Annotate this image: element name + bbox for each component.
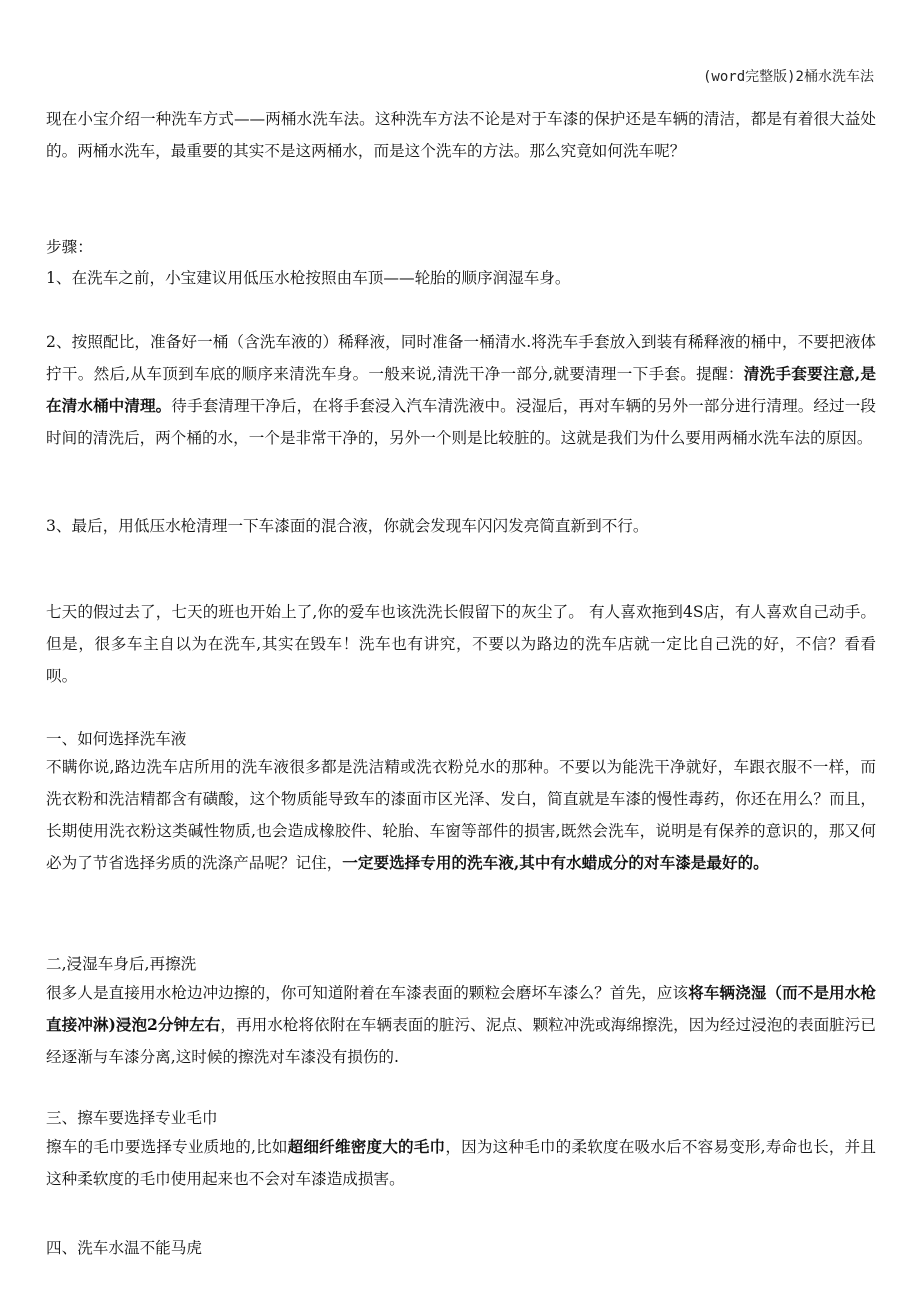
section-2-body — [46, 977, 876, 1073]
step-1: 1、在洗车之前，小宝建议用低压水枪按照由车顶——轮胎的顺序润湿车身。 — [46, 269, 571, 287]
section-2-text-a: 很多人是直接用水枪边冲边擦的，你可知道附着在车漆表面的颗粒会磨坏车漆么？首先，应该 — [46, 984, 689, 1002]
intro-paragraph: 现在小宝介绍一种洗车方式——两桶水洗车法。这种洗车方法不论是对于车漆的保护还是车辆的清洁，都是有着很大益处的。两桶水洗车，最重要的其实不是这两桶水，而是这个洗车的方法。那么究竟如何洗车呢？ — [46, 110, 876, 160]
section-3-bold: 超细纤维密度大的毛巾 — [287, 1137, 446, 1156]
step-2-text-b: 待手套清理干净后，在将手套浸入汽车清洗液中。浸湿后，再对车辆的另外一部分进行清理。经过一段时间的清洗后，两个桶的水，一个是非常干净的，另外一个则是比较脏的。这就是我们为什么要用两桶水洗车法的原因。 — [46, 397, 876, 447]
step-2-bold: 清洗手套要注意,是在清水桶中清理。 — [46, 364, 877, 415]
section-1-body — [46, 751, 876, 879]
steps-heading: 步骤： — [46, 238, 93, 256]
section-1-text: 不瞒你说,路边洗车店所用的洗车液很多都是洗洁精或洗衣粉兑水的那种。不要以为能洗干净就好，车跟衣服不一样，而洗衣粉和洗洁精都含有磺酸，这个物质能导致车的漆面市区光泽、发白，简直就是车漆的慢性毒药，你还在用么？而且，长期使用洗衣粉这类碱性物质,也会造成橡胶件、轮胎、车窗等部件的损害,既然会洗车，说明是有保养的意识的，那又何必为了节省选择劣质的洗涤产品呢？记住， — [46, 758, 876, 872]
section-3-text-b: ，因为这种毛巾的柔软度在吸水后不容易变形,寿命也长，并且这种柔软度的毛巾使用起来也不会对车漆造成损害。 — [46, 1138, 876, 1188]
page-header-title: (word完整版)2桶水洗车法 — [702, 69, 874, 85]
section-4-heading: 四、洗车水温不能马虎 — [46, 1239, 202, 1257]
step-2 — [46, 326, 876, 454]
section-3-heading: 三、擦车要选择专业毛巾 — [46, 1109, 218, 1127]
holiday-paragraph: 七天的假过去了，七天的班也开始上了,你的爱车也该洗洗长假留下的灰尘了。 有人喜欢拖到4S店，有人喜欢自己动手。但是，很多车主自以为在洗车,其实在毁车！洗车也有讲究，不要以为路边的洗车店就一定比自己洗的好，不信？看看呗。 — [46, 603, 876, 685]
step-2-text-a: 2、按照配比，准备好一桶（含洗车液的）稀释液，同时准备一桶清水.将洗车手套放入到装有稀释液的桶中，不要把液体拧干。然后,从车顶到车底的顺序来清洗车身。一般来说,清洗干净一部分,就要清理一下手套。提醒： — [46, 333, 876, 383]
section-2-heading: 二,浸湿车身后,再擦洗 — [46, 955, 197, 973]
section-3-text-a: 擦车的毛巾要选择专业质地的,比如 — [46, 1138, 288, 1156]
section-3-body — [46, 1131, 876, 1195]
section-2-text-b: ，再用水枪将依附在车辆表面的脏污、泥点、颗粒冲洗或海绵擦洗，因为经过浸泡的表面脏污已经逐渐与车漆分离,这时候的擦洗对车漆没有损伤的. — [46, 1016, 876, 1066]
section-1-bold: 一定要选择专用的洗车液,其中有水蜡成分的对车漆是最好的。 — [342, 853, 769, 872]
section-2-bold: 将车辆浇湿（而不是用水枪直接冲淋)浸泡2分钟左右 — [46, 983, 876, 1034]
section-1-heading: 一、如何选择洗车液 — [46, 730, 187, 748]
step-3: 3、最后，用低压水枪清理一下车漆面的混合液，你就会发现车闪闪发亮简直新到不行。 — [46, 517, 649, 535]
